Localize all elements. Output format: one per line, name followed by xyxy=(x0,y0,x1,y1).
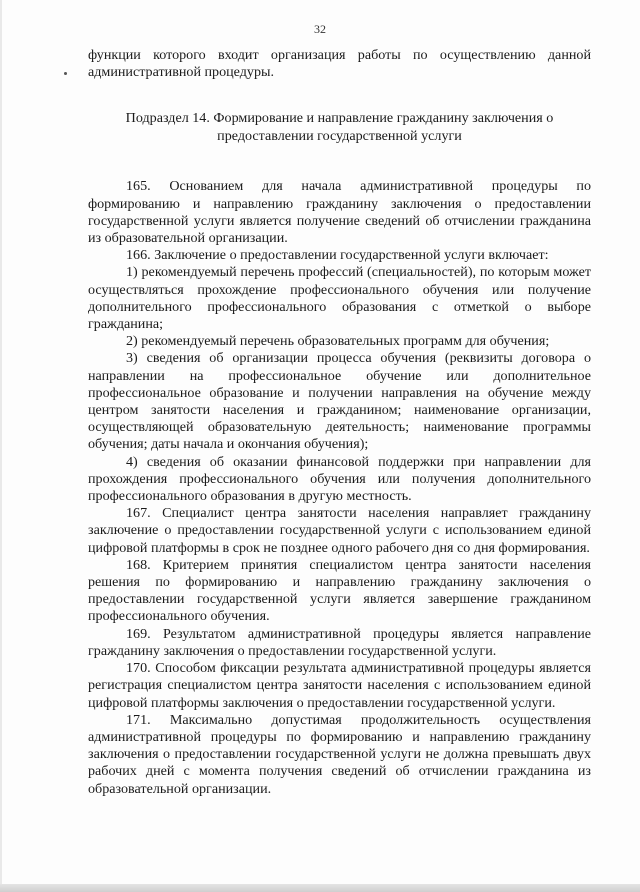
list-item-2: 2) рекомендуемый перечень образовательных программ для обучения; xyxy=(126,333,550,350)
list-item-4: 4) сведения об оказании финансовой поддержки при направлении для прохождения профессионального обучения или получения дополнительного профессионального образования в другую местность. xyxy=(88,453,591,505)
scan-speck xyxy=(64,72,67,75)
page-number: 32 xyxy=(314,22,326,36)
paragraph-170: 170. Способом фиксации результата административной процедуры является регистрация специалистом центра занятости населения с использованием единой цифровой платформы заключения о предоставлении государственной услуги. xyxy=(88,660,591,711)
document-body xyxy=(88,47,591,798)
scan-bottom-edge xyxy=(0,884,640,892)
section-heading: Подраздел 14. Формирование и направление гражданину заключения о предоставлении государственной услуги xyxy=(125,110,554,144)
list-item-1: 1) рекомендуемый перечень профессий (специальностей), по которым может осуществляться прохождение профессионального обучения или получение дополнительного профессионального образования с отметкой о выборе гражданина; xyxy=(88,264,591,333)
continuation-paragraph: функции которого входит организация работы по осуществлению данной административной процедуры. xyxy=(88,47,591,81)
paragraph-166: 166. Заключение о предоставлении государственной услуги включает: xyxy=(126,247,549,264)
scan-left-edge xyxy=(0,0,2,892)
paragraph-169: 169. Результатом административной процедуры является направление гражданину заключения о предоставлении государственной услуги. xyxy=(88,625,591,659)
paragraph-171: 171. Максимально допустимая продолжительность осуществления административной процедуры по формированию и направлению гражданину заключения о предоставлении государственной услуги не должна превышать двух рабочих дней с момента получения сведений об отчислении гражданина из образовательной организации. xyxy=(88,711,591,797)
paragraph-165: 165. Основанием для начала административной процедуры по формированию и направлению гражданину заключения о предоставлении государственной услуги является получение сведений об отчислении гражданина из образовательной организации. xyxy=(88,178,591,247)
paragraph-167: 167. Специалист центра занятости населения направляет гражданину заключение о предоставлении государственной услуги с использованием единой цифровой платформы в срок не позднее одного рабочего дня со дня формирования. xyxy=(88,505,591,556)
list-item-3: 3) сведения об организации процесса обучения (реквизиты договора о направлении на профессиональное обучение или дополнительное профессиональное образование и получении направления на обучение между центром занятости населения и гражданином; наименование организации, осуществляющей образовательную деятельность; наименование программы обучения; даты начала и окончания обучения); xyxy=(88,350,591,453)
paragraph-168: 168. Критерием принятия специалистом центра занятости населения решения по формированию и направлению гражданину заключения о предоставлении государственной услуги является завершение гражданином профессионального обучения. xyxy=(88,556,591,625)
